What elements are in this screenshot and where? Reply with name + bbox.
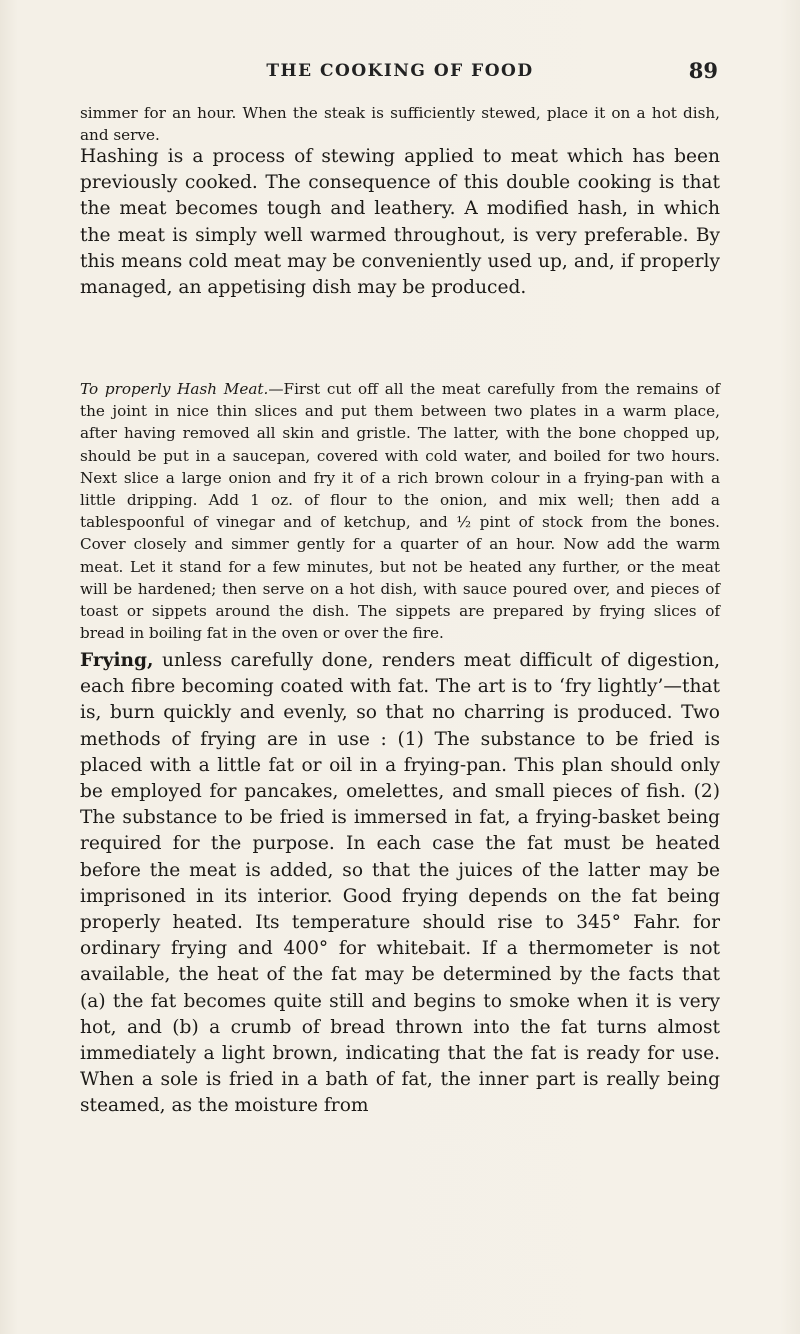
page-header: [0, 58, 800, 88]
paragraph-text: simmer for an hour. When the steak is sufficiently stewed, place it on a hot dish, and serve.: [80, 104, 720, 145]
paragraph-frying: [80, 648, 720, 1120]
page-number: 89: [688, 58, 718, 83]
paragraph-text: —First cut off all the meat carefully from the remains of the joint in nice thin slices and put them between two plates in a warm place, after having removed all skin and gristle. The latter, with the bone chopped up, should be put in a saucepan, covered with cold water, and boiled for two hours. Next slice a large onion and fry it of a rich brown colour in a frying-pan with a little dripping. Add 1 oz. of flour to the onion, and mix well; then add a tablespoonful of vinegar and of ketchup, and ½ pint of stock from the bones. Cover closely and simmer gently for a quarter of an hour. Now add the warm meat. Let it stand for a few minutes, but not be heated any further, or the meat will be hardened; then serve on a hot dish, with sauce poured over, and pieces of toast or sippets around the dish. The sippets are prepared by frying slices of bread in boiling fat in the oven or over the fire.: [80, 380, 720, 643]
recipe-heading: To properly Hash Meat.: [80, 380, 269, 398]
section-lead-word: Frying,: [80, 650, 154, 671]
paragraph-steak-end: [80, 102, 720, 146]
paragraph-hashing: [80, 144, 720, 301]
paragraph-hash-meat-recipe: [80, 378, 720, 644]
paragraph-text: unless carefully done, renders meat difficult of digestion, each fibre becoming coated with fat. The art is to ‘fry lightly’—that is, burn quickly and evenly, so that no charring is produced. Two methods of frying are in use : (1) The substance to be fried is placed with a little fat or oil in a frying-pan. This plan should only be employed for pancakes, omelettes, and small pieces of fish. (2) The substance to be fried is immersed in fat, a frying-basket being required for the purpose. In each case the fat must be heated before the meat is added, so that the juices of the latter may be imprisoned in its interior. Good frying depends on the fat being properly heated. Its temperature should rise to 345° Fahr. for ordinary frying and 400° for whitebait. If a thermometer is not available, the heat of the fat may be determined by the facts that (a) the fat becomes quite still and begins to smoke when it is very hot, and (b) a crumb of bread thrown into the fat turns almost immediately a light brown, indicating that the fat is ready for use. When a sole is fried in a bath of fat, the inner part is really being steamed, as the moisture from: [80, 650, 720, 1117]
paragraph-text: Hashing is a process of stewing applied to meat which has been previously cooked. The consequence of this double cooking is that the meat becomes tough and leathery. A modified hash, in which the meat is simply well warmed throughout, is very preferable. By this means cold meat may be conveniently used up, and, if properly managed, an appetising dish may be produced.: [80, 146, 720, 299]
running-title: THE COOKING OF FOOD: [266, 61, 534, 81]
